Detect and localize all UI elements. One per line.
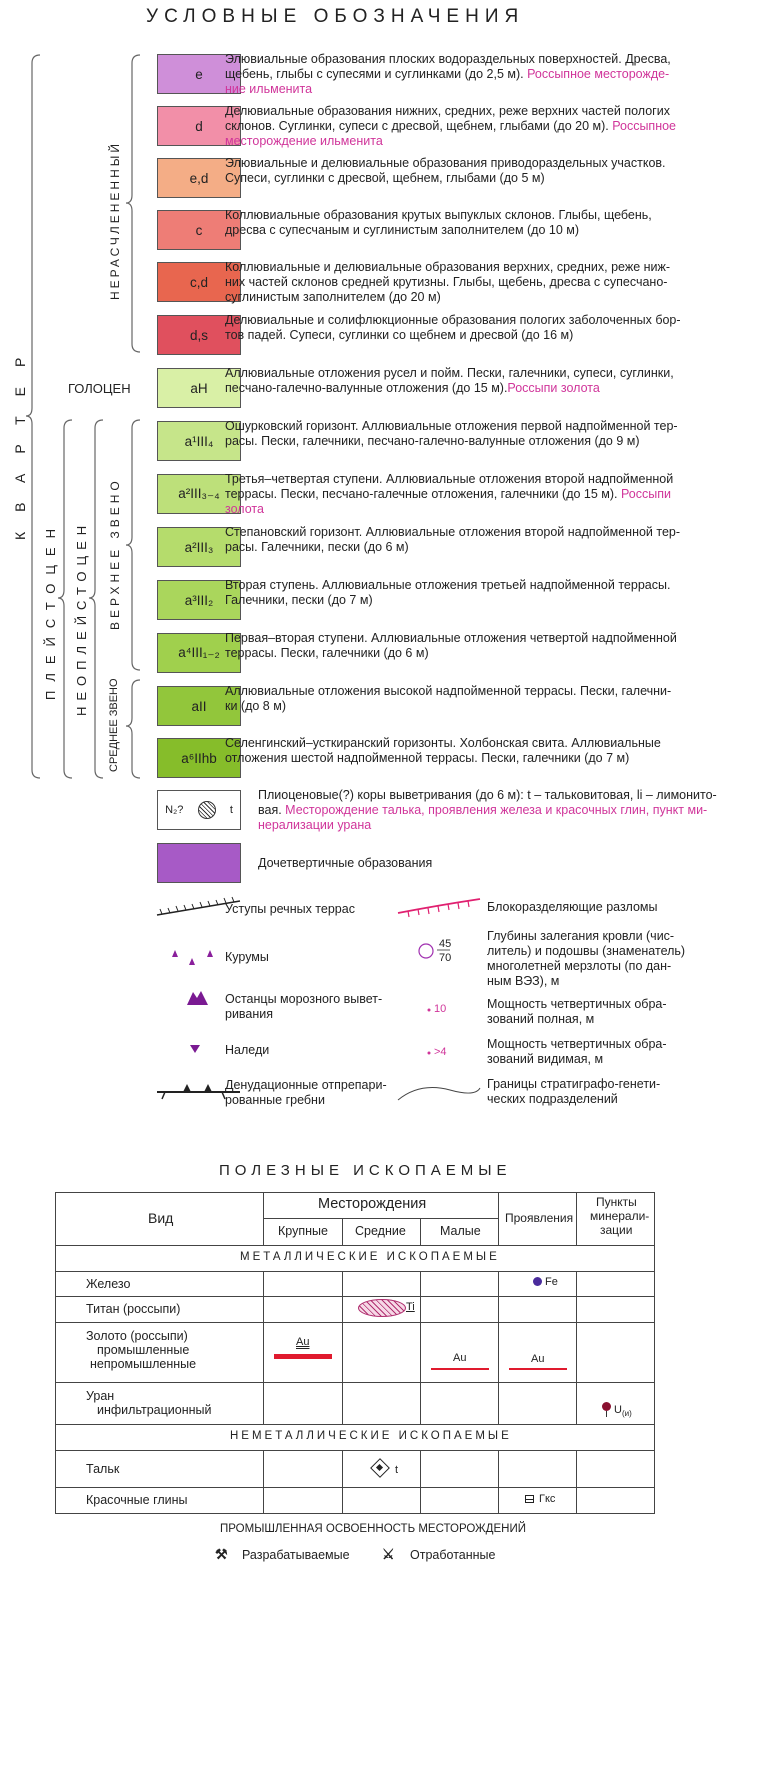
unit-swatch: e — [157, 54, 241, 94]
symbol-label-right: Глубины залегания кровли (чис- — [487, 929, 675, 943]
symbol-label-left: рованные гребни — [225, 1093, 325, 1107]
symbol-label-right: литель) и подошвы (знаменатель) — [487, 944, 686, 958]
strat-boundary-line — [398, 1088, 480, 1100]
unit-description-line: ние ильменита — [225, 82, 313, 96]
unit-description-line: Степановский горизонт. Аллювиальные отложения второй надпойменной тер- — [225, 525, 681, 539]
th-punkt2: минерали- — [590, 1209, 650, 1223]
symbol-label-left: Уступы речных террас — [225, 902, 355, 916]
pliocene-t: t — [229, 804, 233, 816]
label-golocen: ГОЛОЦЕН — [68, 381, 131, 396]
symbol-label-left: Курумы — [225, 950, 269, 964]
dev-active: Разрабатываемые — [242, 1548, 350, 1562]
row-uran: Уран — [86, 1389, 115, 1403]
unit-swatch: aII — [157, 686, 241, 726]
unit-swatch: a²III₃₋₄ — [157, 474, 241, 514]
unit-description-line: золота — [225, 502, 264, 516]
naled-icon — [190, 1045, 200, 1053]
unit-description-line: террасы. Пески, песчано-галечные отложения, галечники (до 15 м). Россыпи — [225, 487, 671, 501]
clay-symbol: Гкс — [539, 1493, 556, 1505]
pliocene-code: N₂? — [165, 804, 184, 816]
unit-swatch: a¹III₄ — [157, 421, 241, 461]
unit-description-line: щебень, глыбы с супесями и суглинками (до 2,5 м). Россыпное месторожде- — [225, 67, 670, 81]
unit-description-line: расы. Галечники, пески (до 6 м) — [225, 540, 409, 554]
unit-description-line: Ошурковский горизонт. Аллювиальные отложения первой надпойменной тер- — [225, 419, 678, 433]
unit-description-line: суглинистым заполнителем (до 20 м) — [225, 290, 441, 304]
unit-description-line: склонов. Суглинки, супеси с дресвой, щебнем, глыбами (до 20 м). Россыпное — [225, 119, 677, 133]
dev-worked: Отработанные — [410, 1548, 496, 1562]
titan-symbol: Ti — [406, 1301, 415, 1313]
unit-description-line: Коллювиальные и делювиальные образования верхних, средних, реже ниж- — [225, 260, 671, 274]
row-gold-nonind: непромышленные — [90, 1357, 197, 1371]
row-gold: Золото (россыпи) — [86, 1329, 188, 1343]
symbol-label-right: Границы стратиграфо-генети- — [487, 1077, 661, 1091]
symbol-label-left: Денудационные отпрепари- — [225, 1078, 387, 1092]
unit-swatch: e,d — [157, 158, 241, 198]
pretertiary-label: Дочетвертичные образования — [258, 856, 433, 870]
unit-description-line: песчано-галечно-валунные отложения (до 15 м).Россыпи золота — [225, 381, 600, 395]
unit-description-line: расы. Пески, галечники, песчано-галечно-валунные отложения (до 9 м) — [225, 434, 640, 448]
unit-description-line: отложения шестой надпойменной террасы. Пески, галечники (до 7 м) — [225, 751, 630, 765]
unit-description-line: Аллювиальные отложения русел и пойм. Пески, галечники, супеси, суглинки, — [225, 366, 674, 380]
unit-swatch: d,s — [157, 315, 241, 355]
gold-small-symbol — [431, 1368, 489, 1370]
row-talk: Тальк — [86, 1462, 120, 1476]
symbol-label-right: Мощность четвертичных обра- — [487, 1037, 667, 1051]
pliocene-l2: вая. Месторождение талька, проявления железа и красочных глин, пункт ми- — [258, 803, 708, 817]
mining-worked-icon: ⚔ — [382, 1546, 395, 1562]
row-gold-ind: промышленные — [97, 1343, 190, 1357]
talc-symbol: t — [395, 1464, 399, 1476]
label-nerasch: НЕРАСЧЛЕНЕННЫЙ — [108, 140, 122, 300]
symbol-label-right: зований видимая, м — [487, 1052, 604, 1066]
unit-swatch: aH — [157, 368, 241, 408]
row-uran-inf: инфильтрационный — [97, 1403, 212, 1417]
iron-symbol: Fe — [545, 1276, 558, 1288]
gold-occurrence-label: Au — [531, 1353, 545, 1365]
titan-deposit-icon — [358, 1299, 406, 1317]
label-neopleistocen: НЕОПЛЕЙСТОЦЕН — [74, 519, 89, 716]
gold-occurrence-symbol — [509, 1368, 567, 1370]
fault-symbol — [398, 899, 480, 917]
unit-swatch: a²III₃ — [157, 527, 241, 567]
unit-description-line: Элювиальные и делювиальные образования приводораздельных участков. — [225, 156, 666, 170]
unit-description-line: Вторая ступень. Аллювиальные отложения третьей надпойменной террасы. — [225, 578, 671, 592]
unit-swatch: a³III₂ — [157, 580, 241, 620]
symbol-label-right: ческих подразделений — [487, 1092, 618, 1106]
thickness-full-value: 10 — [434, 1003, 447, 1015]
th-krup: Крупные — [278, 1224, 328, 1238]
unit-description-line: террасы. Пески, галечники (до 6 м) — [225, 646, 429, 660]
section-metal: МЕТАЛЛИЧЕСКИЕ ИСКОПАЕМЫЕ — [240, 1251, 500, 1263]
gold-large-label: Au — [296, 1336, 310, 1348]
unit-swatch: a⁴III₁₋₂ — [157, 633, 241, 673]
symbol-label-right: Блокоразделяющие разломы — [487, 900, 658, 914]
development-title: ПРОМЫШЛЕННАЯ ОСВОЕННОСТЬ МЕСТОРОЖДЕНИЙ — [220, 1523, 526, 1535]
frost-remnant-icon — [187, 991, 208, 1005]
th-sred: Средние — [355, 1224, 406, 1238]
gold-small-label: Au — [453, 1352, 467, 1364]
row-iron: Железо — [86, 1277, 131, 1291]
unit-description-line: Делювиальные и солифлюкционные образования пологих заболоченных бор- — [225, 313, 681, 327]
unit-description-line: Галечники, пески (до 7 м) — [225, 593, 373, 607]
th-punkt3: зации — [600, 1223, 633, 1237]
mining-active-icon: ⚒ — [215, 1546, 228, 1562]
unit-description-line: тов падей. Супеси, суглинки со щебнем и дресвой (до 16 м) — [225, 328, 574, 342]
unit-description-line: Элювиальные образования плоских водораздельных поверхностей. Дресва, — [225, 52, 671, 66]
label-srednee: СРЕДНЕЕ ЗВЕНО — [108, 678, 120, 772]
symbol-label-left: ривания — [225, 1007, 274, 1021]
th-vid: Вид — [148, 1210, 174, 1226]
unit-description-line: Аллювиальные отложения высокой надпойменной террасы. Пески, галечни- — [225, 684, 672, 698]
permafrost-circle-icon — [419, 944, 433, 958]
th-mest: Месторождения — [318, 1196, 427, 1212]
symbol-label-left: Наледи — [225, 1043, 270, 1057]
row-titan: Титан (россыпи) — [86, 1302, 181, 1316]
uranium-symbol: $U_{(и)}$ — [614, 1404, 632, 1419]
th-mal: Малые — [440, 1224, 481, 1238]
unit-description-line: Коллювиальные образования крутых выпуклых склонов. Глыбы, щебень, — [225, 208, 652, 222]
section-nonmetal: НЕМЕТАЛЛИЧЕСКИЕ ИСКОПАЕМЫЕ — [230, 1430, 512, 1442]
unit-description-line: дресва с супесчаным и суглинистым заполнителем (до 10 м) — [225, 223, 580, 237]
pliocene-l3: нерализации урана — [258, 818, 372, 832]
unit-description-line: Супеси, суглинки с дресвой, щебнем, глыбами (до 5 м) — [225, 171, 545, 185]
symbol-label-left: Останцы морозного вывет- — [225, 992, 383, 1006]
symbol-label-right: зований полная, м — [487, 1012, 595, 1026]
unit-swatch: c — [157, 210, 241, 250]
unit-description-line: месторождение ильменита — [225, 134, 383, 148]
pliocene-l1: Плиоценовые(?) коры выветривания (до 6 м): t – тальковитовая, li – лимонито- — [258, 788, 717, 802]
thickness-visible-value: >4 — [434, 1046, 447, 1058]
symbol-label-right: Мощность четвертичных обра- — [487, 997, 667, 1011]
th-punkt1: Пункты — [596, 1195, 637, 1209]
permafrost-num: 45 — [439, 938, 452, 950]
symbol-label-right: ным ВЭЗ), м — [487, 974, 560, 988]
kurum-icon — [172, 950, 213, 965]
unit-swatch: a⁶IIhb — [157, 738, 241, 778]
unit-description-line: Делювиальные образования нижних, средних, реже верхних частей пологих — [225, 104, 670, 118]
gold-large-symbol — [274, 1354, 332, 1359]
label-kvarter: КВАРТЕР — [12, 337, 28, 540]
uranium-point-icon — [602, 1402, 611, 1411]
unit-description-line: ки (до 8 м) — [225, 699, 286, 713]
symbol-label-right: многолетней мерзлоты (по дан- — [487, 959, 672, 973]
iron-occurrence-icon — [533, 1277, 542, 1286]
unit-swatch: c,d — [157, 262, 241, 302]
unit-description-line: них частей склонов средней крутизны. Глыбы, щебень, дресва с супесчано- — [225, 275, 668, 289]
clay-occurrence-icon — [525, 1495, 534, 1503]
row-clay: Красочные глины — [86, 1493, 188, 1507]
unit-description-line: Третья–четвертая ступени. Аллювиальные отложения второй надпойменной — [225, 472, 674, 486]
permafrost-den: 70 — [439, 952, 452, 964]
legend-title: УСЛОВНЫЕ ОБОЗНАЧЕНИЯ — [146, 6, 525, 27]
label-verhnee: ВЕРХНЕЕ ЗВЕНО — [108, 477, 122, 630]
minerals-title: ПОЛЕЗНЫЕ ИСКОПАЕМЫЕ — [219, 1162, 512, 1179]
th-proyav: Проявления — [505, 1211, 574, 1225]
unit-description-line: Селенгинский–усткиранский горизонты. Холбонская свита. Аллювиальные — [225, 736, 661, 750]
unit-description-line: Первая–вторая ступени. Аллювиальные отложения четвертой надпойменной — [225, 631, 677, 645]
label-pleistocen: ПЛЕЙСТОЦЕН — [43, 520, 58, 700]
unit-swatch: d — [157, 106, 241, 146]
